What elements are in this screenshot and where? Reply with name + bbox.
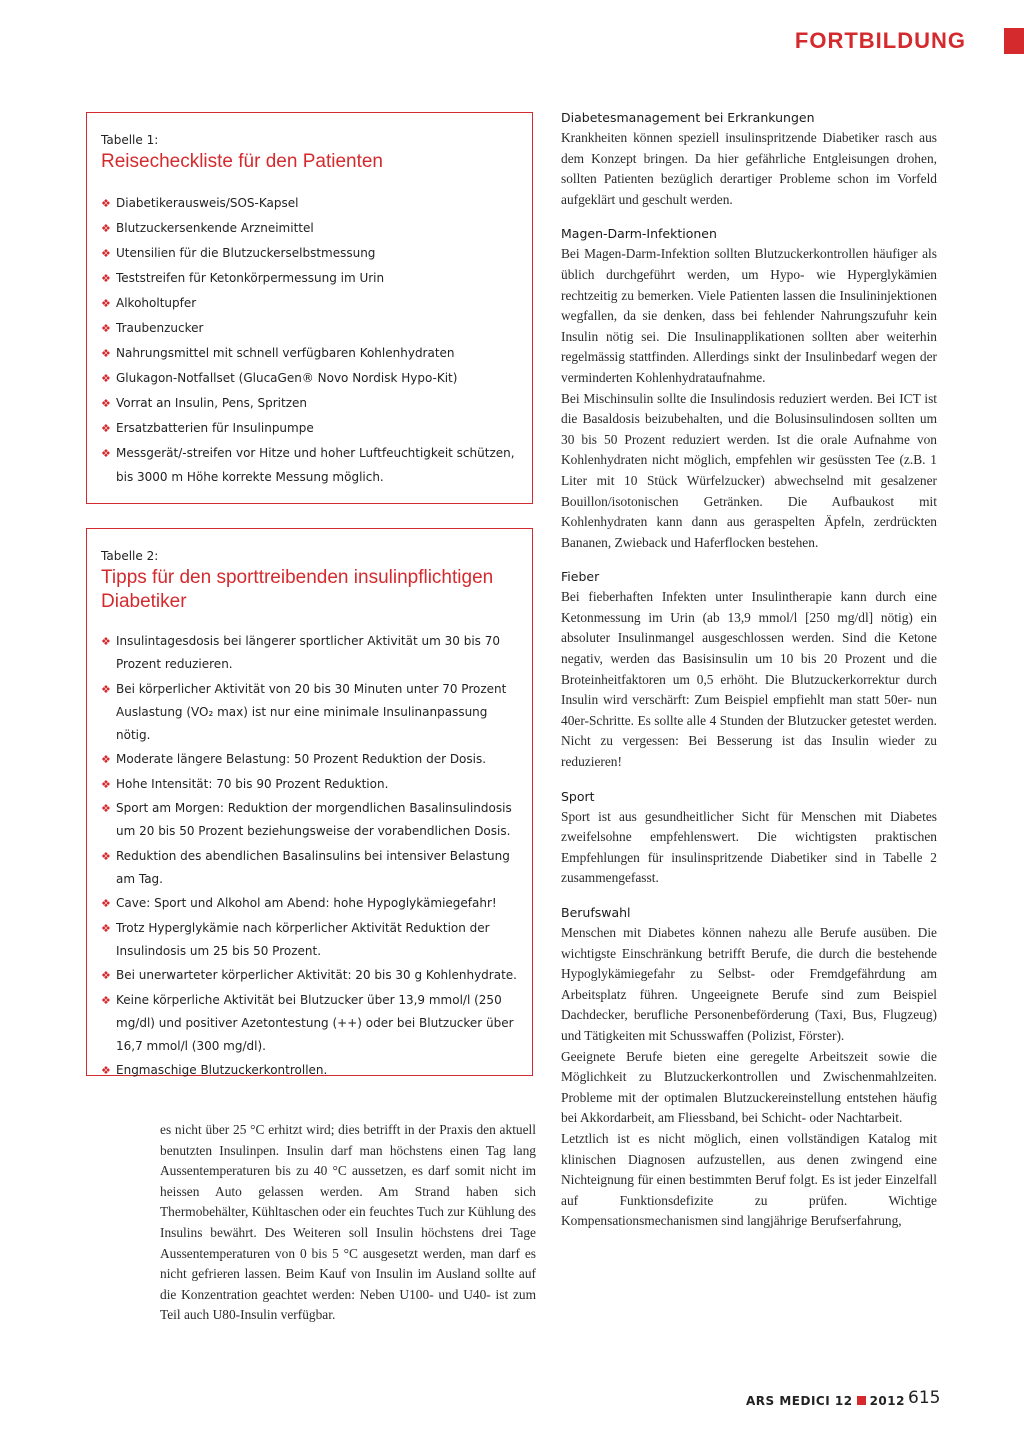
left-column	[160, 1120, 536, 1326]
table-list-item	[101, 773, 518, 796]
diamond-bullet-icon: ❖	[101, 197, 111, 210]
body-paragraph: Sport ist aus gesundheitlicher Sicht für Menschen mit Diabetes zweifelsohne empfehlenswert. Die wichtigsten praktischen Empfehlungen für insulinspritzende Diabetiker sind in Tabelle 2 zusammengefasst.	[561, 808, 937, 886]
table-list-item	[101, 392, 518, 416]
table-list-item	[101, 917, 518, 963]
table-item-text: Moderate längere Belastung: 50 Prozent Reduktion der Dosis.	[116, 752, 487, 766]
diamond-bullet-icon: ❖	[101, 921, 111, 935]
section-heading: Diabetesmanagement bei Erkrankungen	[561, 110, 815, 125]
table-2-box	[86, 528, 533, 1076]
body-paragraph: Letztlich ist es nicht möglich, einen vollständigen Katalog mit klinischen Diagnosen aufzustellen, aus denen zwingend eine Nichteignung für einen bestimmten Beruf folgt. Es ist jeder Einzelfall auf Funktionsdefizite zu prüfen. Wichtige Kompensationsmechanismen sind langjährige Berufserfahrung,	[561, 1130, 937, 1229]
table-item-text: Reduktion des abendlichen Basalinsulins bei intensiver Belastung am Tag.	[116, 848, 510, 886]
table-item-text: Blutzuckersenkende Arzneimittel	[116, 221, 314, 235]
diamond-bullet-icon: ❖	[101, 1064, 111, 1077]
diamond-bullet-icon: ❖	[101, 347, 111, 360]
table-item-text: Messgerät/-streifen vor Hitze und hoher Luftfeuchtigkeit schützen, bis 3000 m Höhe korrekte Messung möglich.	[116, 446, 515, 484]
table-list-item	[101, 317, 518, 341]
table-item-text: Hohe Intensität: 70 bis 90 Prozent Reduktion.	[116, 776, 389, 791]
table-2-label: Tabelle 2:	[101, 549, 159, 563]
diamond-bullet-icon: ❖	[101, 397, 111, 410]
table-2-list	[101, 630, 518, 1082]
journal-footer	[746, 1394, 905, 1408]
body-paragraph: Menschen mit Diabetes können nahezu alle Berufe ausüben. Die wichtigste Einschränkung betrifft Berufe, die durch die bestehende Hypoglykämiegefahr zu Selbst- oder Fremdgefährdung am Arbeitsplatz führen. Ungeeignete Berufe sind zum Beispiel Dachdecker, berufliche Personenbeförderung (Taxi, Bus, Flugzeug) und Tätigkeiten mit Schusswaffen (Polizist, Förster).	[561, 925, 937, 1043]
diamond-bullet-icon: ❖	[101, 322, 111, 335]
table-list-item	[101, 367, 518, 391]
diamond-bullet-icon: ❖	[101, 802, 111, 815]
table-list-item	[101, 442, 518, 489]
diamond-bullet-icon: ❖	[101, 897, 111, 910]
table-list-item	[101, 678, 518, 747]
table-item-text: Nahrungsmittel mit schnell verfügbaren Kohlenhydraten	[116, 346, 455, 360]
table-item-text: Keine körperliche Aktivität bei Blutzucker über 13,9 mmol/l (250 mg/dl) und positiver Azetontestung (++) oder bei Blutzucker über 16,7 mmol/l (300 mg/dl).	[116, 992, 514, 1053]
diamond-bullet-icon: ❖	[101, 993, 111, 1007]
diamond-bullet-icon: ❖	[101, 297, 111, 310]
diamond-bullet-icon: ❖	[101, 272, 111, 285]
table-list-item	[101, 417, 518, 441]
page-number: 615	[908, 1388, 941, 1408]
table-item-text: Teststreifen für Ketonkörpermessung im Urin	[116, 271, 385, 285]
diamond-bullet-icon: ❖	[101, 635, 111, 648]
table-1-list	[101, 192, 518, 489]
table-1-box	[86, 112, 533, 504]
diamond-bullet-icon: ❖	[101, 849, 111, 863]
diamond-bullet-icon: ❖	[101, 222, 111, 235]
table-list-item	[101, 797, 518, 843]
table-item-text: Insulintagesdosis bei längerer sportlicher Aktivität um 30 bis 70 Prozent reduzieren.	[116, 634, 500, 671]
table-item-text: Ersatzbatterien für Insulinpumpe	[116, 421, 314, 435]
table-list-item	[101, 845, 518, 891]
table-item-text: Cave: Sport und Alkohol am Abend: hohe Hypoglykämiegefahr!	[116, 896, 497, 910]
section-heading: Sport	[561, 788, 595, 804]
table-item-text: Utensilien für die Blutzuckerselbstmessung	[116, 246, 376, 260]
diamond-bullet-icon: ❖	[101, 969, 111, 982]
journal-year: 2012	[869, 1394, 905, 1408]
diamond-bullet-icon: ❖	[101, 422, 111, 435]
section-heading: Berufswahl	[561, 905, 631, 920]
table-list-item	[101, 964, 518, 987]
diamond-bullet-icon: ❖	[101, 447, 111, 460]
journal-name: ARS MEDICI 12	[746, 1394, 853, 1408]
table-list-item	[101, 267, 518, 291]
table-list-item	[101, 1059, 518, 1082]
diamond-bullet-icon: ❖	[101, 682, 111, 696]
diamond-bullet-icon: ❖	[101, 372, 111, 385]
table-item-text: Diabetikerausweis/SOS-Kapsel	[116, 196, 299, 210]
table-item-text: Sport am Morgen: Reduktion der morgendlichen Basalinsulindosis um 20 bis 50 Prozent beziehungsweise der vorabendlichen Dosis.	[116, 801, 512, 838]
footer-separator	[857, 1396, 866, 1405]
table-1-title: Reisecheckliste für den Patienten	[101, 151, 383, 172]
body-paragraph: Geeignete Berufe bieten eine geregelte Arbeitszeit sowie die Möglichkeit zu Blutzuckerkontrollen und Zwischenmahlzeiten. Probleme mit der optimalen Blutzuckereinstellung entstehen häufig bei Akkordarbeit, am Fliessband, bei Schicht- oder Nachtarbeit.	[561, 1048, 937, 1126]
table-list-item	[101, 989, 518, 1058]
table-list-item	[101, 892, 518, 915]
table-item-text: Traubenzucker	[116, 321, 204, 335]
right-column	[561, 108, 937, 1232]
section-heading: Fieber	[561, 569, 600, 585]
table-list-item	[101, 630, 518, 676]
diamond-bullet-icon: ❖	[101, 777, 111, 791]
table-item-text: Bei körperlicher Aktivität von 20 bis 30 Minuten unter 70 Prozent Auslastung (VO₂ max) ist nur eine minimale Insulinanpassung nötig.	[116, 681, 507, 742]
body-paragraph: Bei fieberhaften Infekten unter Insulintherapie kann durch eine Ketonmessung im Urin (ab 13,9 mmol/l [250 mg/dl] nötig) ein absoluter Insulinmangel ausgeschlossen werden. Sind die Ketone negativ, werden das Basisinsulin um 10 bis 20 Prozent und die Broteinheitfaktoren um 0,5 erhöht. Die Blutzuckerkorrektur durch Insulin wird verschärft: Zum Beispiel empfiehlt man statt 50er- nun 40er-Schritte. Es sollte alle 4 Stunden der Blutzucker getestet werden. Nicht zu vergessen: Bei Besserung ist das Insulin wieder zu reduzieren!	[561, 589, 937, 770]
table-item-text: Engmaschige Blutzuckerkontrollen.	[116, 1063, 328, 1077]
table-list-item	[101, 342, 518, 366]
table-item-text: Bei unerwarteter körperlicher Aktivität: 20 bis 30 g Kohlenhydrate.	[116, 968, 517, 982]
table-list-item	[101, 748, 518, 771]
body-paragraph: Bei Magen-Darm-Infektion sollten Blutzuckerkontrollen häufiger als üblich durchgeführt werden, um Hypo- wie Hyperglykämien rechtzeitig zu bemerken. Viele Patienten lassen die Insulininjektionen wegfallen, da sie denken, dass bei fehlender Nahrungszufuhr kein Insulin nötig sei. Die Insulinapplikationen sollten aber weiterhin regelmässig stattfinden. Allerdings sinkt der Insulinbedarf wegen der verminderten Kohlenhydrataufnahme.	[561, 246, 937, 385]
table-list-item	[101, 292, 518, 316]
body-paragraph: Krankheiten können speziell insulinspritzende Diabetiker rasch aus dem Konzept bringen. Da hier gefährliche Entgleisungen drohen, sollten Patienten bezüglich derartiger Probleme schon im Vorfeld aufgeklärt und geschult werden.	[561, 130, 937, 207]
body-paragraph: es nicht über 25 °C erhitzt wird; dies betrifft in der Praxis den aktuell benutzten Insulinpen. Insulin darf man höchstens einen Tag lang Aussentemperaturen bis zu 40 °C aussetzen, es darf somit nicht im heissen Auto gelassen werden. Am Strand haben sich Thermobehälter, Kühltaschen oder ein feuchtes Tuch zur Kühlung des Insulins bewährt. Des Weiteren soll Insulin höchstens drei Tage Aussentemperaturen von 0 bis 5 °C ausgesetzt werden, man darf es nicht gefrieren lassen. Beim Kauf von Insulin im Ausland sollte auf die Konzentration geachtet werden: Neben U100- und U40- ist zum Teil auch U80-Insulin verfügbar.	[160, 1122, 536, 1323]
diamond-bullet-icon: ❖	[101, 753, 111, 766]
table-list-item	[101, 242, 518, 266]
table-1-label: Tabelle 1:	[101, 133, 159, 147]
table-item-text: Alkoholtupfer	[116, 296, 197, 310]
diamond-bullet-icon: ❖	[101, 247, 111, 260]
table-list-item	[101, 192, 518, 216]
table-item-text: Vorrat an Insulin, Pens, Spritzen	[116, 396, 307, 410]
table-item-text: Glukagon-Notfallset (GlucaGen® Novo Nordisk Hypo-Kit)	[116, 371, 458, 385]
table-2-title: Tipps für den sporttreibenden insulinpflichtigen Diabetiker	[101, 567, 494, 612]
body-paragraph: Bei Mischinsulin sollte die Insulindosis reduziert werden. Bei ICT ist die Basaldosis beizubehalten, und die Bolusinsulindosen sollten um 30 bis 50 Prozent reduziert werden. Ist die orale Aufnahme von Kohlenhydraten nicht möglich, empfehlen wir gesüssten Tee (z.B. 1 Liter mit 10 Stück Würfelzucker) abwechselnd mit gesalzener Bouillon/isotonischen Getränken. Die Aufbaukost mit Kohlenhydraten kann dann aus geraspelten Äpfeln, zerdrückten Bananen, Zwieback und Haferflocken bestehen.	[561, 390, 937, 550]
table-item-text: Trotz Hyperglykämie nach körperlicher Aktivität Reduktion der Insulindosis um 25 bis 50 Prozent.	[116, 920, 490, 958]
table-list-item	[101, 217, 518, 241]
section-label: FORTBILDUNG	[794, 28, 966, 53]
section-marker	[1004, 28, 1024, 54]
section-heading: Magen-Darm-Infektionen	[561, 226, 717, 242]
